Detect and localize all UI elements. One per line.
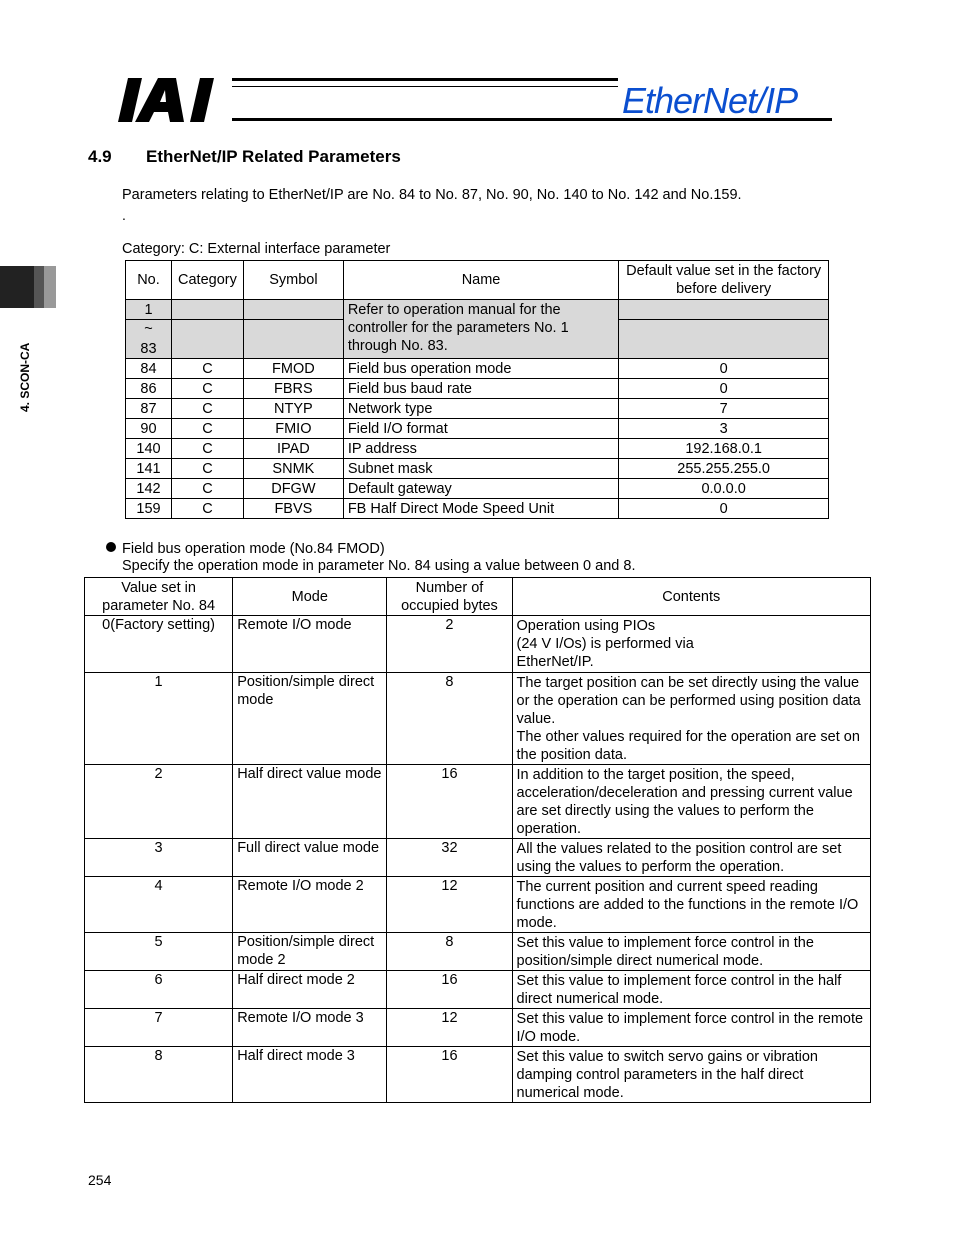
mode-value: 5 — [85, 933, 233, 971]
mode-contents — [512, 839, 870, 877]
table-row — [126, 359, 829, 379]
param-symbol: SNMK — [243, 459, 343, 479]
mode-name: Remote I/O mode 3 — [233, 1009, 387, 1047]
table-row — [85, 765, 871, 839]
range-category-2 — [171, 320, 243, 359]
param-no: 142 — [126, 479, 172, 499]
header-mode: Mode — [233, 578, 387, 616]
range-tilde: ~ — [144, 321, 153, 337]
mode-contents — [512, 616, 870, 673]
param-name: Field bus operation mode — [343, 359, 618, 379]
mode-contents-line: The other values required for the operation are set on the position data. — [516, 729, 860, 763]
mode-contents-line: (24 V I/Os) is performed via — [516, 636, 694, 652]
intro-paragraph: Parameters relating to EtherNet/IP are No. 84 to No. 87, No. 90, No. 140 to No. 142 and No.159. — [122, 187, 742, 203]
mode-table-header-row — [85, 578, 871, 616]
param-symbol: FBRS — [243, 379, 343, 399]
mode-contents-line: Operation using PIOs — [516, 618, 656, 634]
mode-name: Remote I/O mode 2 — [233, 877, 387, 933]
header-name: Name — [343, 261, 618, 300]
header-no: No. — [126, 261, 172, 300]
bullet-description: Specify the operation mode in parameter No. 84 using a value between 0 and 8. — [122, 558, 636, 574]
header-category: Category — [171, 261, 243, 300]
param-name: Subnet mask — [343, 459, 618, 479]
param-symbol: FBVS — [243, 499, 343, 519]
mode-contents-line: All the values related to the position control are set using the values to perform the operation. — [516, 841, 842, 875]
chapter-side-label-text: 4. SCON-CA — [18, 342, 32, 412]
bullet-dot-icon — [106, 542, 116, 552]
param-category: C — [171, 379, 243, 399]
mode-value: 1 — [85, 673, 233, 765]
mode-value: 8 — [85, 1047, 233, 1103]
param-no: 140 — [126, 439, 172, 459]
header-rule-thin — [232, 86, 618, 87]
page-number: 254 — [88, 1172, 112, 1188]
param-default: 0 — [619, 379, 829, 399]
mode-bytes: 32 — [387, 839, 512, 877]
range-no-cell — [126, 320, 172, 359]
mode-bytes: 12 — [387, 1009, 512, 1047]
param-category: C — [171, 499, 243, 519]
bullet-title: Field bus operation mode (No.84 FMOD) — [122, 541, 385, 557]
param-default: 192.168.0.1 — [619, 439, 829, 459]
param-default: 0 — [619, 499, 829, 519]
param-no: 86 — [126, 379, 172, 399]
header-default: Default value set in the factory before delivery — [619, 261, 829, 300]
param-symbol: FMOD — [243, 359, 343, 379]
param-default: 255.255.255.0 — [619, 459, 829, 479]
section-heading — [88, 147, 401, 167]
bullet-heading — [106, 540, 385, 558]
param-no: 87 — [126, 399, 172, 419]
mode-contents-line: Set this value to switch servo gains or vibration damping control parameters in the half direct numerical mode. — [516, 1049, 818, 1101]
mode-contents — [512, 971, 870, 1009]
mode-contents-line: Set this value to implement force control in the position/simple direct numerical mode. — [516, 935, 814, 969]
header-contents: Contents — [512, 578, 870, 616]
mode-contents-line: The current position and current speed reading functions are added to the functions in the remote I/O mode. — [516, 879, 859, 931]
mode-bytes: 16 — [387, 971, 512, 1009]
range-symbol-2 — [243, 320, 343, 359]
param-name: Field I/O format — [343, 419, 618, 439]
header-bytes: Number of occupied bytes — [387, 578, 512, 616]
mode-table — [84, 577, 871, 1103]
table-row — [126, 499, 829, 519]
section-number: 4.9 — [88, 147, 112, 166]
iai-logo — [118, 78, 228, 122]
param-name: Network type — [343, 399, 618, 419]
category-label: Category: C: External interface parameter — [122, 241, 391, 257]
mode-bytes: 2 — [387, 616, 512, 673]
param-symbol: NTYP — [243, 399, 343, 419]
range-row-start — [126, 300, 829, 320]
mode-contents — [512, 877, 870, 933]
mode-value: 3 — [85, 839, 233, 877]
mode-value: 0(Factory setting) — [85, 616, 233, 673]
mode-bytes: 12 — [387, 877, 512, 933]
mode-contents — [512, 765, 870, 839]
mode-contents-line: Set this value to implement force control in the half direct numerical mode. — [516, 973, 842, 1007]
mode-contents-line: Set this value to implement force control in the remote I/O mode. — [516, 1011, 864, 1045]
header-symbol: Symbol — [243, 261, 343, 300]
param-default: 7 — [619, 399, 829, 419]
param-category: C — [171, 419, 243, 439]
mode-name: Full direct value mode — [233, 839, 387, 877]
param-default: 0.0.0.0 — [619, 479, 829, 499]
table-row — [85, 971, 871, 1009]
range-default — [619, 300, 829, 320]
mode-contents — [512, 1009, 870, 1047]
table-row — [126, 479, 829, 499]
param-default: 3 — [619, 419, 829, 439]
param-no: 90 — [126, 419, 172, 439]
range-category — [171, 300, 243, 320]
mode-contents-line: The target position can be set directly using the value or the operation can be performed using position data value. — [516, 675, 861, 727]
intro-dot: . — [122, 207, 126, 223]
table-row — [85, 673, 871, 765]
chapter-side-label — [16, 318, 36, 418]
mode-value: 7 — [85, 1009, 233, 1047]
param-no: 141 — [126, 459, 172, 479]
table-row — [126, 459, 829, 479]
param-symbol: DFGW — [243, 479, 343, 499]
range-start-no: 1 — [126, 300, 172, 320]
param-category: C — [171, 399, 243, 419]
mode-bytes: 8 — [387, 933, 512, 971]
mode-contents-line: EtherNet/IP. — [516, 654, 594, 670]
mode-value: 2 — [85, 765, 233, 839]
table-row — [85, 933, 871, 971]
range-end-no: 83 — [140, 341, 157, 357]
param-name: Field bus baud rate — [343, 379, 618, 399]
mode-name: Remote I/O mode — [233, 616, 387, 673]
param-category: C — [171, 459, 243, 479]
table-row — [126, 419, 829, 439]
param-no: 84 — [126, 359, 172, 379]
param-name: FB Half Direct Mode Speed Unit — [343, 499, 618, 519]
chapter-tab-dark — [0, 266, 34, 308]
range-symbol — [243, 300, 343, 320]
param-name: Default gateway — [343, 479, 618, 499]
parameter-table — [125, 260, 829, 519]
header-value: Value set in parameter No. 84 — [85, 578, 233, 616]
mode-value: 4 — [85, 877, 233, 933]
mode-contents — [512, 673, 870, 765]
mode-value: 6 — [85, 971, 233, 1009]
mode-name: Half direct mode 3 — [233, 1047, 387, 1103]
mode-name: Position/simple direct mode 2 — [233, 933, 387, 971]
param-name: IP address — [343, 439, 618, 459]
table-row — [85, 1047, 871, 1103]
table-row — [85, 839, 871, 877]
table-row — [126, 399, 829, 419]
mode-contents — [512, 933, 870, 971]
mode-contents-line: In addition to the target position, the speed, acceleration/deceleration and pressing current value are set directly using the values to perform the operation. — [516, 767, 853, 837]
range-name: Refer to operation manual for the controller for the parameters No. 1 through No. 83. — [343, 300, 618, 359]
param-category: C — [171, 439, 243, 459]
mode-contents — [512, 1047, 870, 1103]
parameter-table-header-row — [126, 261, 829, 300]
param-symbol: IPAD — [243, 439, 343, 459]
range-default-2 — [619, 320, 829, 359]
mode-name: Half direct mode 2 — [233, 971, 387, 1009]
section-title: EtherNet/IP Related Parameters — [146, 147, 401, 166]
table-row — [85, 616, 871, 673]
table-row — [126, 439, 829, 459]
param-no: 159 — [126, 499, 172, 519]
mode-bytes: 16 — [387, 1047, 512, 1103]
mode-name: Half direct value mode — [233, 765, 387, 839]
param-category: C — [171, 479, 243, 499]
mode-bytes: 16 — [387, 765, 512, 839]
param-default: 0 — [619, 359, 829, 379]
chapter-tab-mid — [34, 266, 44, 308]
mode-bytes: 8 — [387, 673, 512, 765]
param-category: C — [171, 359, 243, 379]
param-symbol: FMIO — [243, 419, 343, 439]
chapter-tab-light — [44, 266, 56, 308]
table-row — [126, 379, 829, 399]
mode-name: Position/simple direct mode — [233, 673, 387, 765]
brand-title: EtherNet/IP — [622, 80, 798, 121]
header-rule-top — [232, 78, 618, 81]
table-row — [85, 877, 871, 933]
table-row — [85, 1009, 871, 1047]
